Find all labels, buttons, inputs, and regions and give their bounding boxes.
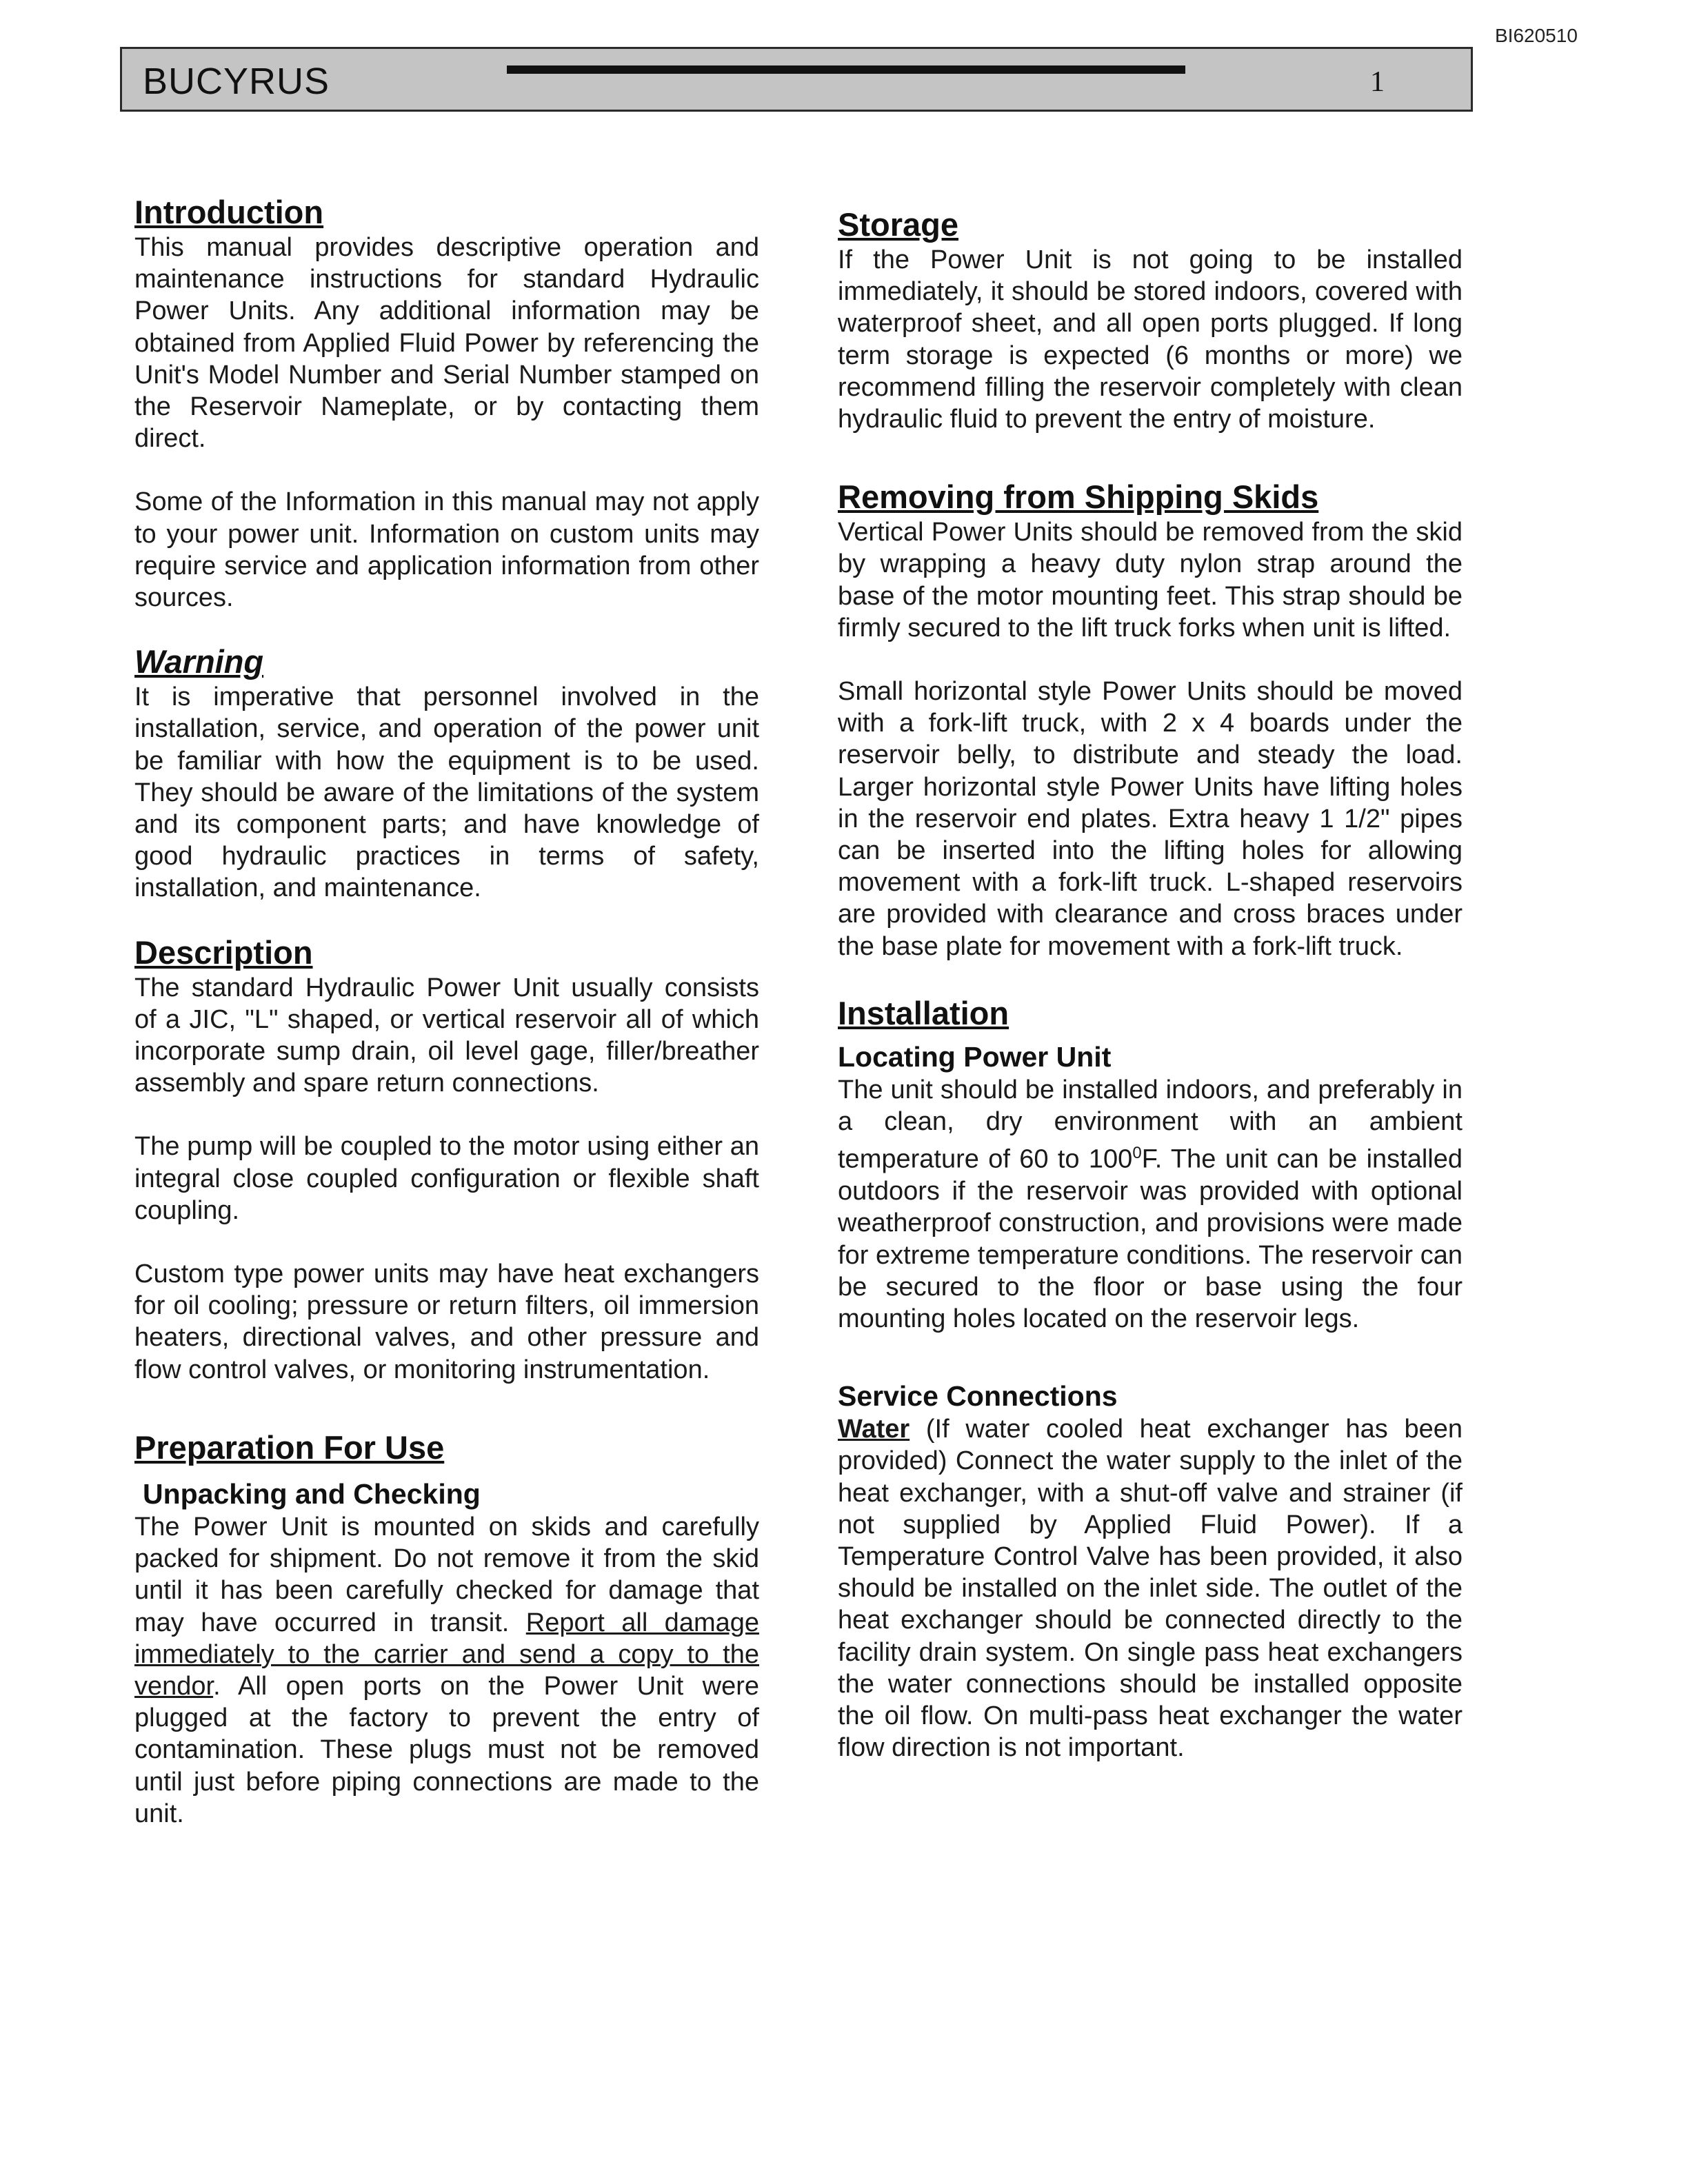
page-header bbox=[120, 47, 1473, 112]
preparation-text-end: . All open ports on the Power Unit were plugged at the factory to prevent the entry of contamination. These plugs must not be removed until just before piping connections are made to the unit. bbox=[134, 1671, 759, 1828]
description-paragraph-3: Custom type power units may have heat exchangers for oil cooling; pressure or return filters, oil immersion heaters, directional valves, and other pressure and flow control valves, or monitoring instrumentation. bbox=[134, 1260, 759, 1384]
degree-superscript: 0 bbox=[1132, 1144, 1142, 1163]
storage-section bbox=[838, 205, 1463, 435]
unpacking-subheading: Unpacking and Checking bbox=[143, 1477, 481, 1510]
installation-section bbox=[838, 994, 1463, 1335]
installation-heading: Installation bbox=[838, 994, 1009, 1031]
locating-text-start: The unit should be installed indoors, and preferably in a clean, dry environment with an ambient temperature of 60 to 100 bbox=[838, 1075, 1463, 1174]
description-heading: Description bbox=[134, 933, 313, 971]
warning-heading: Warning bbox=[134, 643, 264, 680]
removing-heading: Removing from Shipping Skids bbox=[838, 478, 1319, 516]
preparation-section bbox=[134, 1428, 759, 1830]
removing-paragraph-1: Vertical Power Units should be removed from the skid by wrapping a heavy duty nylon strap around the base of the motor mounting feet. This strap should be firmly secured to the lift truck forks when unit is lifted. bbox=[838, 518, 1463, 643]
service-section bbox=[838, 1379, 1463, 1763]
brand-name: BUCYRUS bbox=[143, 61, 330, 102]
document-id: BI620510 bbox=[1495, 25, 1578, 46]
introduction-paragraph-1: This manual provides descriptive operation and maintenance instructions for standard Hydraulic Power Units. Any additional information may be obtained from Applied Fluid Power by referencing the Unit's Model Number and Serial Number stamped on the Reservoir Nameplate, or by contacting them direct. bbox=[134, 233, 759, 454]
storage-paragraph: If the Power Unit is not going to be installed immediately, it should be stored indoors, covered with waterproof sheet, and all open ports plugged. If long term storage is expected (6 months or more) we recommend filling the reservoir completely with clean hydraulic fluid to prevent the entry of moisture. bbox=[838, 245, 1463, 434]
header-rule bbox=[507, 65, 1185, 74]
service-subheading: Service Connections bbox=[838, 1380, 1118, 1413]
locating-text-end: F. The unit can be installed outdoors if the reservoir was provided with optional weatherproof construction, and provisions were made for extreme temperature conditions. The reservoir can be secured to the floor or base using the four mounting holes located on the reservoir legs. bbox=[838, 1144, 1463, 1333]
description-paragraph-2: The pump will be coupled to the motor using either an integral close coupled configuration or flexible shaft coupling. bbox=[134, 1132, 759, 1225]
removing-section bbox=[838, 478, 1463, 962]
service-text: (If water cooled heat exchanger has been provided) Connect the water supply to the inlet of the heat exchanger, with a shut-off valve and strainer (if not supplied by Applied Fluid Power). If a Temperature Control Valve has been provided, it also should be installed on the inlet side. The outlet of the heat exchanger should be connected directly to the facility drain system. On single pass heat exchangers the water connections should be installed opposite the oil flow. On multi-pass heat exchanger the water flow direction is not important. bbox=[838, 1415, 1463, 1763]
page-number: 1 bbox=[1370, 66, 1385, 98]
warning-paragraph: It is imperative that personnel involved in the installation, service, and operation of the power unit be familiar with how the equipment is to be used. They should be aware of the limitations of the system and its component parts; and have knowledge of good hydraulic practices in terms of safety, installation, and maintenance. bbox=[134, 682, 759, 903]
water-label: Water bbox=[838, 1415, 910, 1444]
introduction-section bbox=[134, 193, 759, 614]
introduction-paragraph-2: Some of the Information in this manual may not apply to your power unit. Information on custom units may require service and application information from other sources. bbox=[134, 487, 759, 613]
storage-heading: Storage bbox=[838, 206, 958, 243]
service-paragraph bbox=[838, 1413, 1463, 1763]
preparation-heading: Preparation For Use bbox=[134, 1428, 445, 1466]
preparation-text-start: The Power Unit is mounted on skids and carefully packed for shipment. Do not remove it from the skid until it has been carefully checked for damage that may have occurred in transit. bbox=[134, 1512, 759, 1637]
description-paragraph-1: The standard Hydraulic Power Unit usually consists of a JIC, "L" shaped, or vertical reservoir all of which incorporate sump drain, oil level gage, filler/breather assembly and spare return connections. bbox=[134, 973, 759, 1098]
locating-subheading: Locating Power Unit bbox=[838, 1040, 1112, 1073]
introduction-heading: Introduction bbox=[134, 194, 324, 230]
removing-paragraph-2: Small horizontal style Power Units should be moved with a fork-lift truck, with 2 x 4 boards under the reservoir belly, to distribute and steady the load. Larger horizontal style Power Units have lifting holes in the reservoir end plates. Extra heavy 1 1/2" pipes can be inserted into the lifting holes for allowing movement with a fork-lift truck. L-shaped reservoirs are provided with clearance and cross braces under the base plate for movement with a fork-lift truck. bbox=[838, 677, 1463, 961]
report-damage-note: Report all damage immediately to the carrier and send a copy to the vendor bbox=[134, 1608, 760, 1701]
right-column bbox=[838, 205, 1463, 1763]
preparation-paragraph bbox=[134, 1511, 759, 1830]
warning-section bbox=[134, 643, 759, 904]
left-column bbox=[134, 193, 759, 1830]
locating-paragraph bbox=[838, 1074, 1463, 1335]
description-section bbox=[134, 933, 759, 1386]
